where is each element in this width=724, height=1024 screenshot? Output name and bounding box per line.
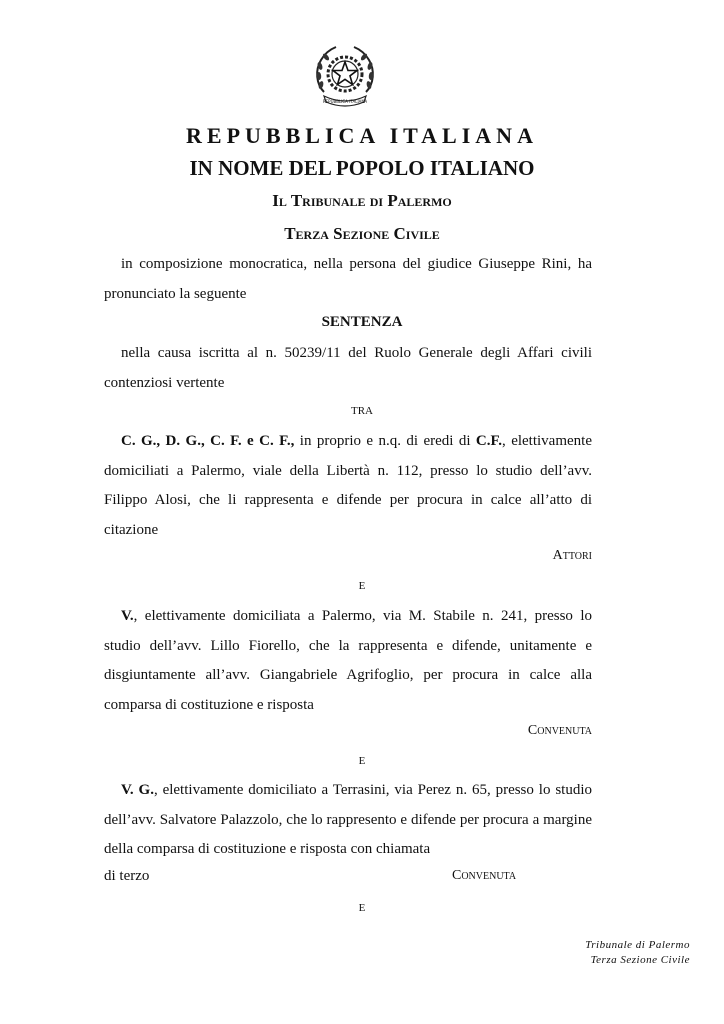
emblem-ribbon-text: REPUBBLICA ITALIANA bbox=[322, 99, 368, 104]
case-paragraph: nella causa iscritta al n. 50239/11 del Ruolo Generale degli Affari civili contenziosi vertente bbox=[104, 345, 592, 391]
intro-paragraph: in composizione monocratica, nella persona del giudice Giuseppe Rini, ha pronunciato la seguente bbox=[104, 256, 592, 302]
title-republic: REPUBBLICA ITALIANA bbox=[186, 123, 538, 148]
party-2-text: , elettivamente domiciliata a Palermo, via M. Stabile n. 241, presso lo studio dell’avv. Lillo Fiorello, che la rappresenta e difende, unitamente e disgiuntamente all’avv. Giangabriele Agrifoglio, per procura in calce alla comparsa di costituzione e risposta bbox=[104, 608, 592, 713]
party-2-name: V. bbox=[121, 608, 134, 624]
party-1-paragraph bbox=[104, 427, 592, 545]
separator-tra: TRA bbox=[351, 405, 373, 417]
page-footer bbox=[585, 938, 690, 968]
sentence-heading: SENTENZA bbox=[321, 314, 403, 330]
party-3-last-line bbox=[104, 868, 592, 885]
role-attori: Attori bbox=[552, 548, 592, 563]
party-1-text-b: , elettivamente domiciliati a Palermo, viale della Libertà n. 112, presso lo studio dell’avv. Filippo Alosi, che li rappresenta e difende per procura in calce all’atto di citazione bbox=[104, 433, 592, 538]
footer-section: Terza Sezione Civile bbox=[590, 954, 690, 966]
title-people: IN NOME DEL POPOLO ITALIANO bbox=[189, 156, 535, 180]
title-court: Il Tribunale di Palermo bbox=[272, 191, 452, 210]
separator-e-2: E bbox=[358, 755, 366, 767]
party-3-name: V. G. bbox=[121, 782, 154, 798]
role-convenuta-1: Convenuta bbox=[527, 723, 592, 738]
party-3-text: , elettivamente domiciliato a Terrasini, via Perez n. 65, presso lo studio dell’avv. Salvatore Palazzolo, che lo rappresento e difende per procura a margine della comparsa di costituzione e risposta con chiamata bbox=[104, 782, 592, 857]
party-2-paragraph bbox=[104, 602, 592, 720]
party-3-last-text: di terzo bbox=[104, 868, 150, 884]
role-convenuta-2: Convenuta bbox=[452, 868, 517, 883]
party-1-heir: C.F. bbox=[475, 433, 503, 449]
party-1-text-a: in proprio e n.q. di eredi di bbox=[294, 433, 476, 449]
party-1-names: C. G., D. G., C. F. e C. F., bbox=[121, 433, 295, 449]
title-section: Terza Sezione Civile bbox=[284, 224, 440, 243]
separator-e-3: E bbox=[358, 902, 366, 914]
footer-court: Tribunale di Palermo bbox=[585, 939, 690, 951]
repubblica-italiana-emblem-icon bbox=[312, 40, 378, 110]
party-3-paragraph bbox=[104, 776, 592, 865]
separator-e-1: E bbox=[358, 580, 366, 592]
